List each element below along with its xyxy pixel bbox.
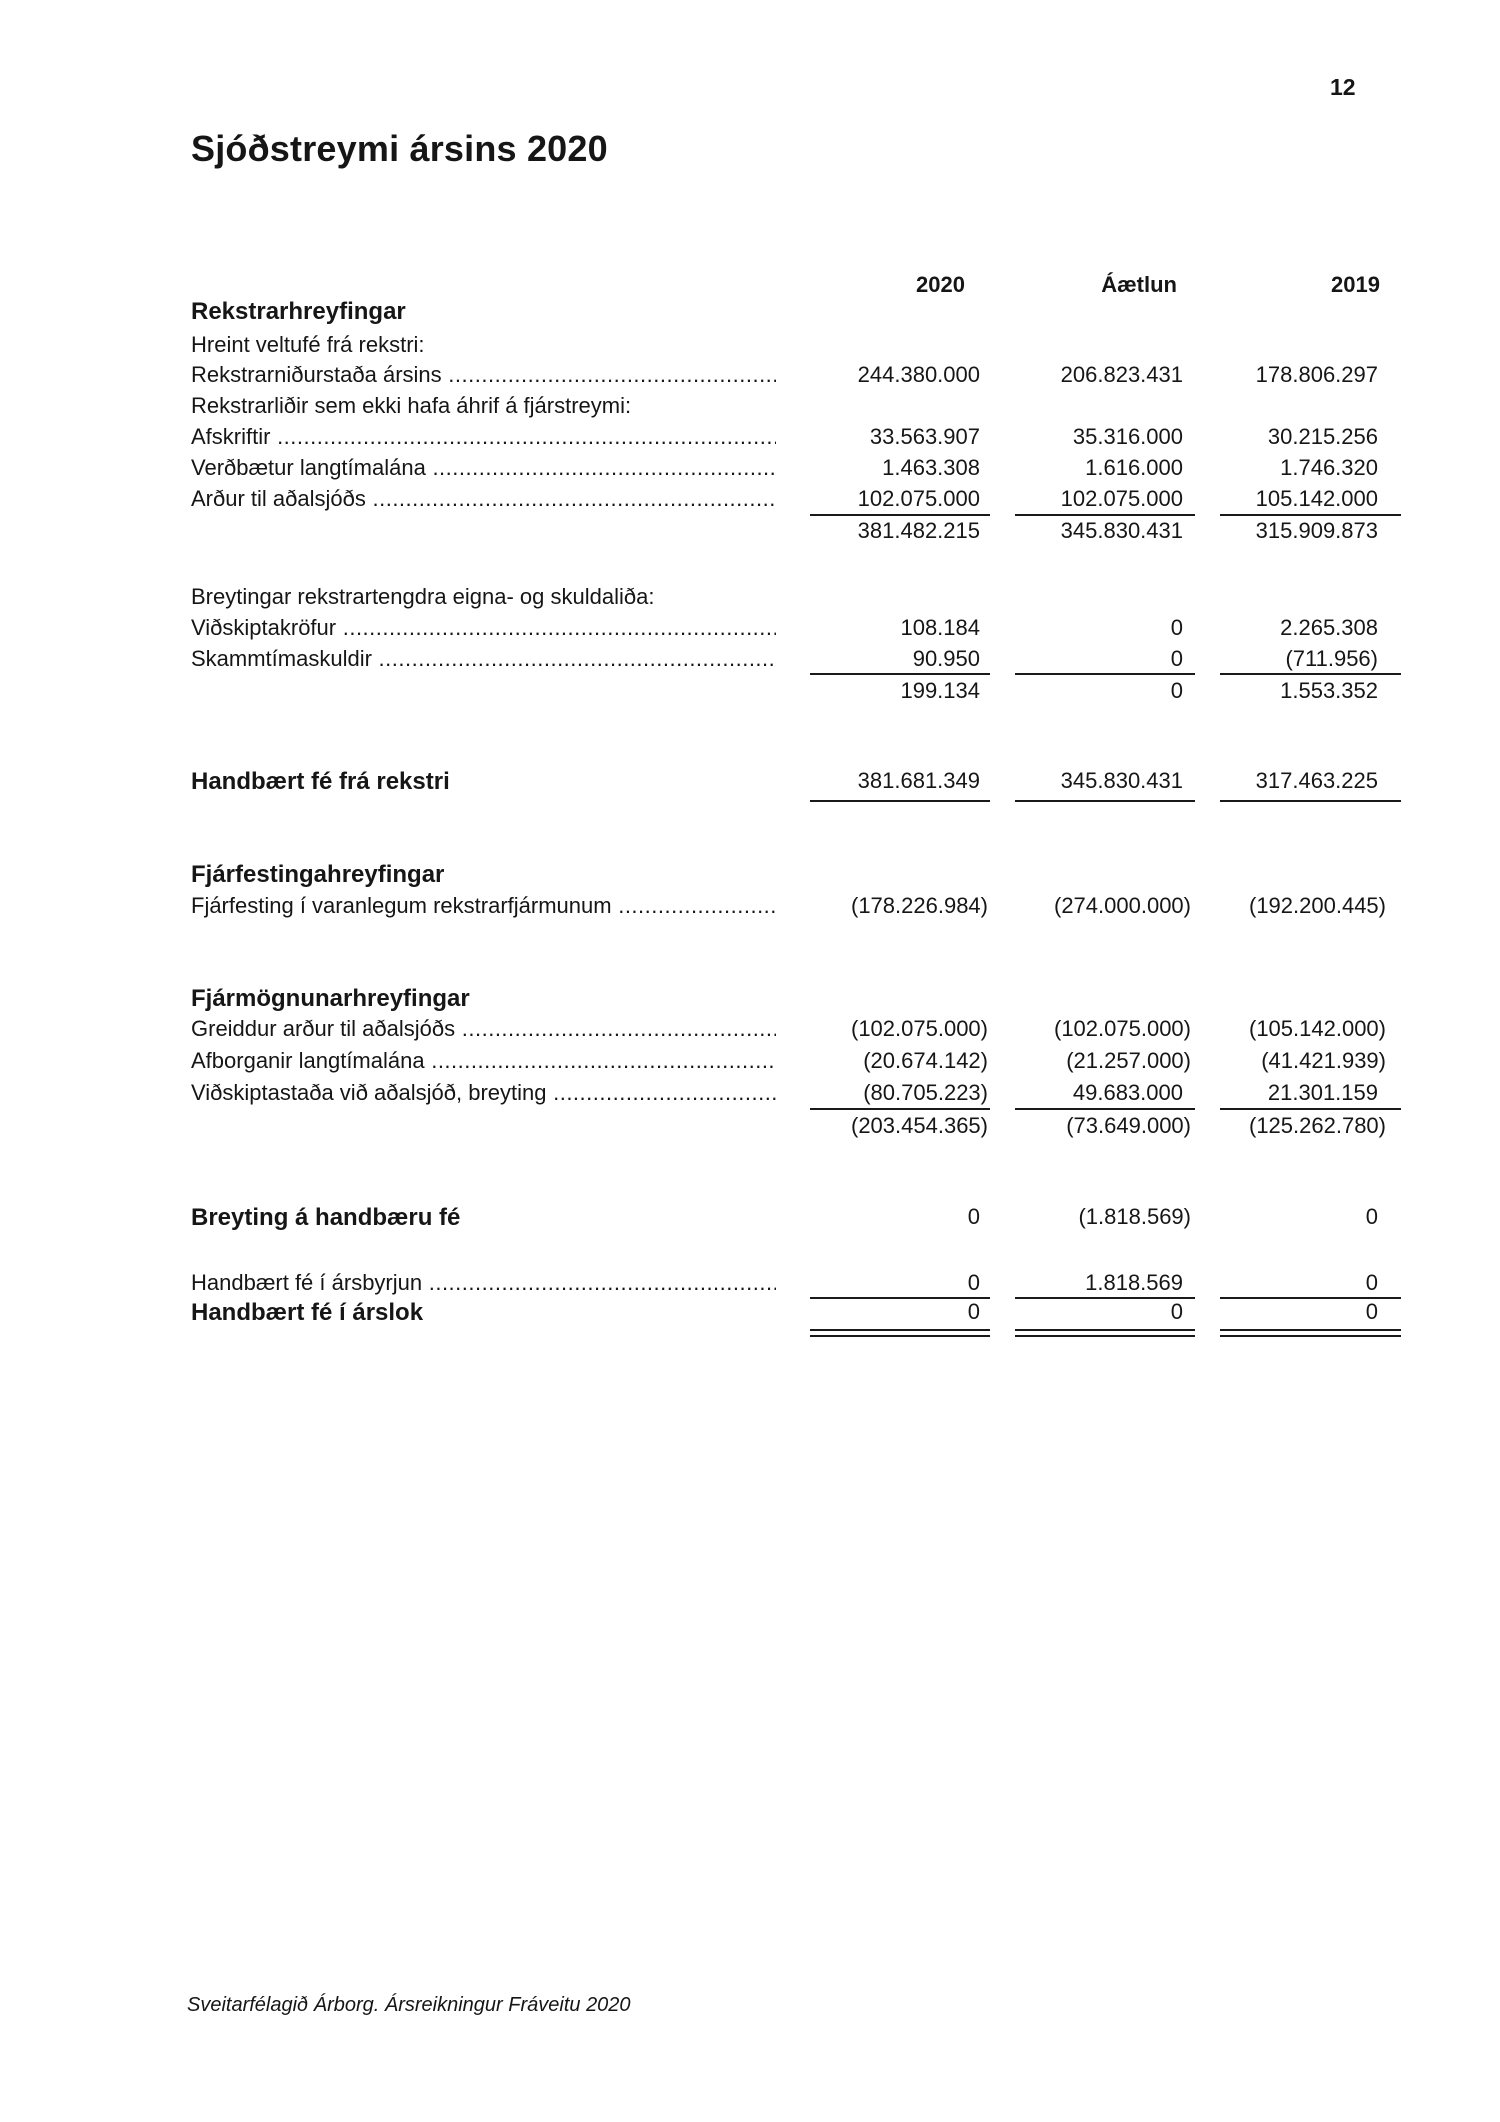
value-budget: 0: [1170, 646, 1183, 671]
row-label: Rekstrarniðurstaða ársins .....: [191, 362, 776, 388]
value-2019: (41.421.939): [1261, 1048, 1386, 1073]
value-2019: 0: [1365, 1270, 1378, 1295]
row-label: Viðskiptakröfur .....: [191, 615, 776, 641]
table-row: [191, 1048, 1401, 1080]
value-2019: 0: [1365, 1299, 1378, 1324]
row-label: Arður til aðalsjóðs .....: [191, 486, 776, 512]
value-budget: 49.683.000: [1072, 1080, 1183, 1105]
row-label: Verðbætur langtímalána .....: [191, 455, 776, 481]
row-label: Skammtímaskuldir .....: [191, 646, 776, 672]
row-label: Afskriftir .....: [191, 424, 776, 450]
subtotal-rule: [1220, 1108, 1401, 1110]
subheading: Hreint veltufé frá rekstri:: [191, 332, 425, 357]
total-row: [191, 768, 1401, 800]
row-label: Greiddur arður til aðalsjóðs .....: [191, 1016, 776, 1042]
section-investing: [191, 861, 1401, 893]
total-rule: [1015, 800, 1195, 802]
value-budget: 0: [1170, 615, 1183, 640]
value-2020: 244.380.000: [857, 362, 980, 387]
cash-begin-label: Handbært fé í ársbyrjun .....: [191, 1270, 776, 1296]
page-title: Sjóðstreymi ársins 2020: [191, 128, 608, 169]
subheading-row: [191, 584, 1401, 616]
subtotal-row: [191, 678, 1401, 710]
section-heading: Rekstrarhreyfingar: [191, 298, 406, 325]
value-budget: 35.316.000: [1072, 424, 1183, 449]
total-label: Handbært fé frá rekstri: [191, 768, 450, 795]
table-row: [191, 893, 1401, 925]
value-2020: 381.681.349: [857, 768, 980, 793]
total-rule: [810, 800, 990, 802]
subtotal-rule: [1015, 673, 1195, 675]
subtotal-rule: [1220, 673, 1401, 675]
section-financing: [191, 985, 1401, 1017]
value-budget: 1.616.000: [1085, 455, 1183, 480]
column-header-2020: 2020: [916, 272, 965, 297]
subtotal-rule: [1015, 1108, 1195, 1110]
total-rule: [1220, 800, 1401, 802]
cash-end-label: Handbært fé í árslok: [191, 1299, 424, 1326]
value-2020: 33.563.907: [869, 424, 980, 449]
table-row: [191, 615, 1401, 647]
value-2019: 30.215.256: [1267, 424, 1378, 449]
subtotal-budget: 345.830.431: [1060, 518, 1183, 543]
value-2020: 1.463.308: [882, 455, 980, 480]
value-2019: 178.806.297: [1255, 362, 1378, 387]
subtotal-rule: [1015, 514, 1195, 516]
value-2019: 1.746.320: [1280, 455, 1378, 480]
value-2020: 0: [967, 1299, 980, 1324]
value-2019: (711.956): [1285, 646, 1378, 671]
double-rule: [810, 1329, 990, 1337]
table-row: [191, 455, 1401, 487]
value-2020: 90.950: [912, 646, 980, 671]
subtotal-row: [191, 1113, 1401, 1145]
subtotal-budget: 0: [1170, 678, 1183, 703]
cash-end-row: [191, 1299, 1401, 1331]
value-2020: 102.075.000: [857, 486, 980, 511]
subtotal-2020: 199.134: [900, 678, 980, 703]
subheading-row: [191, 332, 1401, 364]
column-header-2019: 2019: [1331, 272, 1380, 297]
section-heading: Fjármögnunarhreyfingar: [191, 985, 470, 1012]
section-operating: [191, 298, 1401, 330]
value-budget: 102.075.000: [1060, 486, 1183, 511]
subtotal-row: [191, 518, 1401, 550]
value-2019: 2.265.308: [1280, 615, 1378, 640]
column-header-budget: Áætlun: [1101, 272, 1177, 297]
subheading: Rekstrarliðir sem ekki hafa áhrif á fjárstreymi:: [191, 393, 632, 418]
page-number: 12: [1330, 74, 1356, 100]
section-heading: Fjárfestingahreyfingar: [191, 861, 445, 888]
value-2020: 0: [967, 1270, 980, 1295]
row-label: Afborganir langtímalána .....: [191, 1048, 776, 1074]
value-budget: (102.075.000): [1054, 1016, 1191, 1041]
value-2020: 0: [967, 1204, 980, 1229]
value-2020: (102.075.000): [851, 1016, 988, 1041]
value-budget: 345.830.431: [1060, 768, 1183, 793]
value-budget: (274.000.000): [1054, 893, 1191, 918]
subtotal-2019: (125.262.780): [1249, 1113, 1386, 1138]
value-2019: 105.142.000: [1255, 486, 1378, 511]
value-budget: 0: [1170, 1299, 1183, 1324]
footer: Sveitarfélagið Árborg. Ársreikningur Fráveitu 2020: [187, 1994, 631, 2016]
value-budget: (21.257.000): [1066, 1048, 1191, 1073]
subtotal-budget: (73.649.000): [1066, 1113, 1191, 1138]
change-in-cash-row: [191, 1204, 1401, 1236]
double-rule: [1015, 1329, 1195, 1337]
change-in-cash-label: Breyting á handbæru fé: [191, 1204, 461, 1231]
table-row: [191, 1016, 1401, 1048]
value-2019: (105.142.000): [1249, 1016, 1386, 1041]
subtotal-rule: [810, 514, 990, 516]
value-budget: (1.818.569): [1078, 1204, 1191, 1229]
value-2019: 21.301.159: [1267, 1080, 1378, 1105]
subtotal-rule: [810, 673, 990, 675]
value-budget: 1.818.569: [1085, 1270, 1183, 1295]
value-2019: 0: [1365, 1204, 1378, 1229]
value-2020: (178.226.984): [851, 893, 988, 918]
table-row: [191, 362, 1401, 394]
subtotal-2019: 1.553.352: [1280, 678, 1378, 703]
subtotal-2019: 315.909.873: [1255, 518, 1378, 543]
subtotal-2020: 381.482.215: [857, 518, 980, 543]
value-2019: 317.463.225: [1255, 768, 1378, 793]
subheading-row: [191, 393, 1401, 425]
value-budget: 206.823.431: [1060, 362, 1183, 387]
value-2020: (20.674.142): [863, 1048, 988, 1073]
subtotal-rule: [810, 1108, 990, 1110]
row-label: Viðskiptastaða við aðalsjóð, breyting .....: [191, 1080, 776, 1106]
subtotal-rule: [1220, 514, 1401, 516]
table-row: [191, 424, 1401, 456]
row-label: Fjárfesting í varanlegum rekstrarfjármunum .....: [191, 893, 776, 919]
value-2020: 108.184: [900, 615, 980, 640]
value-2020: (80.705.223): [863, 1080, 988, 1105]
value-2019: (192.200.445): [1249, 893, 1386, 918]
double-rule: [1220, 1329, 1401, 1337]
subheading: Breytingar rekstrartengdra eigna- og skuldaliða:: [191, 584, 655, 609]
subtotal-2020: (203.454.365): [851, 1113, 988, 1138]
